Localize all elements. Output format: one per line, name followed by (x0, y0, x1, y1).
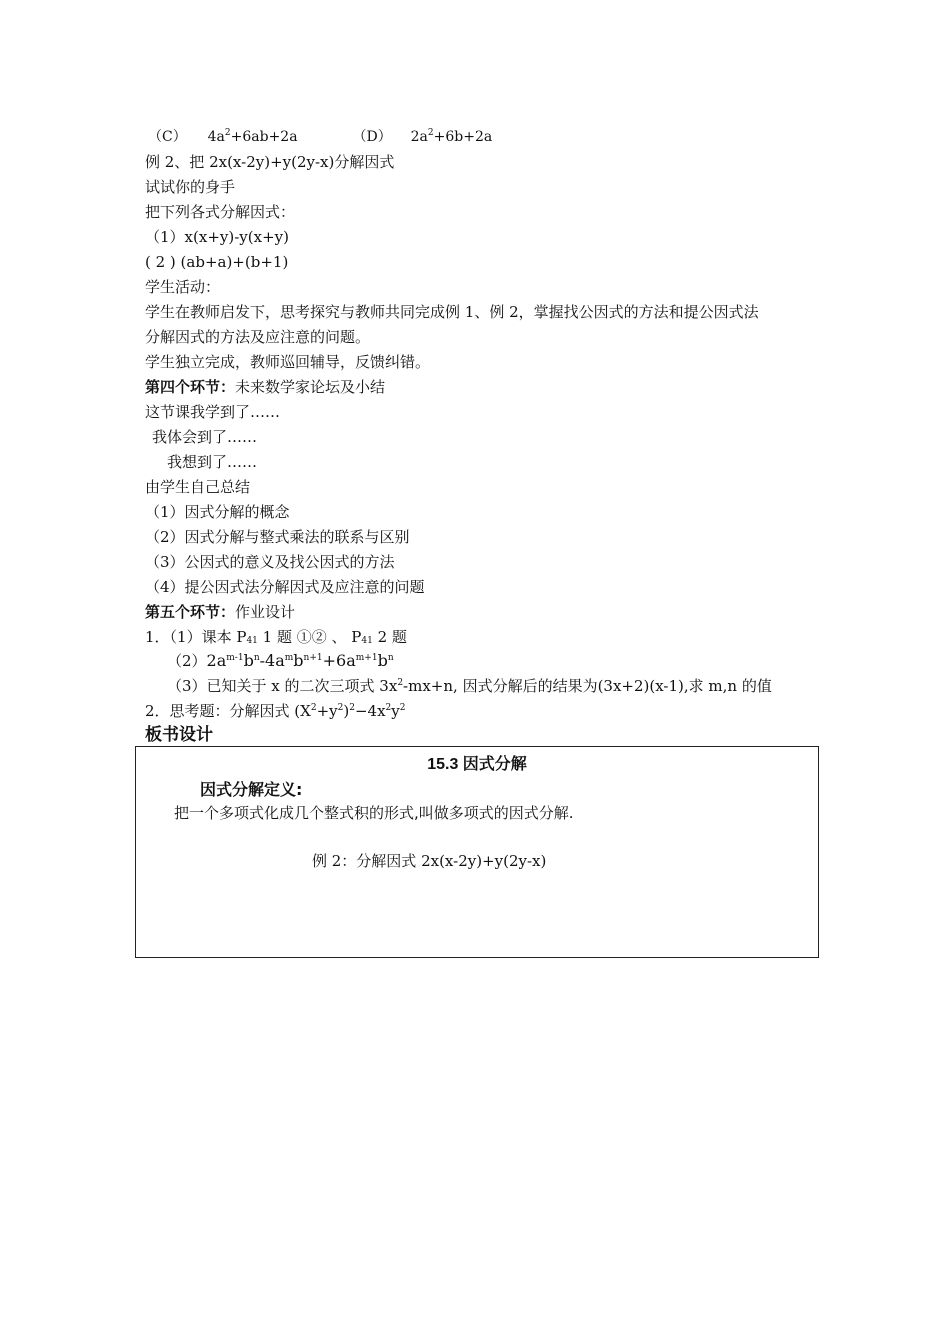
hw2-t4: b (293, 651, 304, 670)
think-e4: 2 (385, 703, 392, 713)
hw3-b: -mx+n, 因式分解后的结果为(3x+2)(x-1),求 m,n 的值 (403, 677, 772, 695)
think-c: ) (343, 702, 350, 720)
think-e3: 2 (349, 703, 355, 713)
section-5-heading (145, 602, 295, 622)
think-b: +y (316, 702, 338, 720)
options-line (148, 127, 492, 147)
homework-think (145, 701, 405, 721)
hw3-exp: 2 (397, 678, 404, 688)
hw2-s3: m (284, 653, 294, 663)
try-item-1: （1）x(x+y)-y(x+y) (145, 228, 289, 246)
board-definition-text: 把一个多项式化成几个整式积的形式,叫做多项式的因式分解. (174, 804, 574, 822)
hw1-end: 2 题 (372, 628, 407, 646)
hw2-prefix: （2） (167, 652, 207, 670)
summary-item-3: （3）公因式的意义及找公因式的方法 (145, 553, 395, 571)
summary-item-1: （1）因式分解的概念 (145, 503, 290, 521)
reflection-2: 我体会到了…… (152, 428, 258, 446)
think-a: 2．思考题：分解因式 (X (145, 702, 311, 720)
hw2-t5: +6a (322, 651, 356, 670)
section-5-label: 第五个环节： (145, 603, 236, 621)
try-item-2: ( 2 ) (ab+a)+(b+1) (145, 253, 289, 271)
homework-3 (167, 676, 772, 696)
hw2-s2: n (253, 653, 260, 663)
section-4-label: 第四个环节： (145, 378, 236, 396)
option-d-label: （D） (352, 129, 392, 145)
board-example: 例 2：分解因式 2x(x-2y)+y(2y-x) (312, 852, 547, 870)
hw2-s6: n (387, 653, 394, 663)
option-d-exp: 2 (427, 128, 434, 138)
board-design-box (135, 746, 819, 958)
hw3-a: （3）已知关于 x 的二次三项式 3x (167, 677, 398, 695)
think-d: −4x (354, 702, 386, 720)
hw2-t2: b (243, 651, 254, 670)
section-4-text: 未来数学家论坛及小结 (235, 378, 386, 396)
homework-1 (145, 627, 407, 647)
think-e2: 2 (337, 703, 344, 713)
hw2-t6: b (377, 651, 388, 670)
think-e: y (391, 702, 400, 720)
summary-intro: 由学生自己总结 (145, 478, 251, 496)
homework-2 (167, 651, 394, 671)
section-4-heading (145, 377, 385, 397)
reflection-1: 这节课我学到了…… (145, 403, 281, 421)
option-c-label: （C） (148, 129, 187, 145)
hw2-t1: 2a (206, 651, 227, 670)
option-d-rest: +6b+2a (433, 129, 493, 145)
hw1-sub2: 41 (361, 636, 373, 646)
activity-text-1: 学生在教师启发下，思考探究与教师共同完成例 1、例 2，掌握找公因式的方法和提公因式法 (145, 303, 759, 321)
example-2-line: 例 2、把 2x(x-2y)+y(2y-x)分解因式 (145, 153, 395, 171)
hw2-s5: m+1 (355, 653, 378, 663)
option-c-exp: 2 (224, 128, 231, 138)
try-heading: 试试你的身手 (145, 178, 236, 196)
hw2-s4: n+1 (303, 653, 323, 663)
section-5-text: 作业设计 (235, 603, 296, 621)
option-c-expr: 4a (207, 129, 225, 145)
board-definition-label: 因式分解定义: (200, 780, 303, 799)
think-e5: 2 (399, 703, 406, 713)
hw2-s1: m-1 (226, 653, 244, 663)
activity-heading: 学生活动： (145, 278, 221, 296)
summary-item-4: （4）提公因式法分解因式及应注意的问题 (145, 578, 425, 596)
activity-text-3: 学生独立完成，教师巡回辅导，反馈纠错。 (145, 353, 431, 371)
reflection-3: 我想到了…… (167, 453, 258, 471)
option-c-rest: +6ab+2a (230, 129, 298, 145)
summary-item-2: （2）因式分解与整式乘法的联系与区别 (145, 528, 410, 546)
hw2-t3: -4a (259, 651, 285, 670)
option-d-expr: 2a (410, 129, 428, 145)
board-title: 15.3 因式分解 (427, 756, 527, 773)
think-e1: 2 (310, 703, 317, 713)
hw1-num: 1．（1）课本 P (145, 628, 247, 646)
board-heading: 板书设计 (145, 725, 213, 745)
hw1-sub1: 41 (246, 636, 258, 646)
activity-text-2: 分解因式的方法及应注意的问题。 (145, 328, 371, 346)
try-instruction: 把下列各式分解因式： (145, 203, 296, 221)
hw1-mid: 1 题 ①② 、 P (257, 628, 362, 646)
